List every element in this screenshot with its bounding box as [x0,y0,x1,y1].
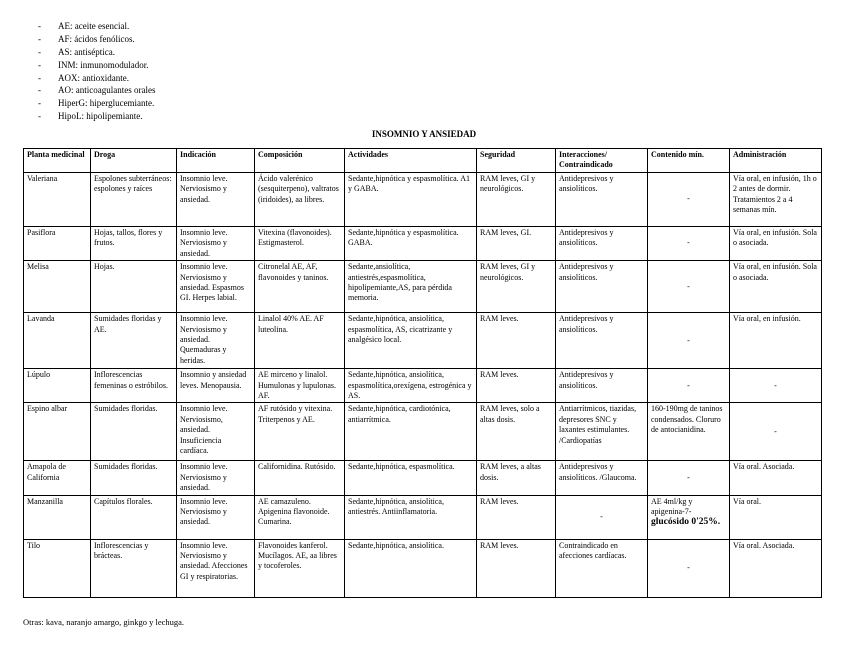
abbreviation-item [38,84,155,97]
abbreviation-item [38,46,155,59]
table-cell [91,539,177,597]
table-cell [255,261,345,313]
table-cell [91,173,177,227]
column-header: Actividades [345,149,477,173]
table-cell [177,261,255,313]
table-cell [345,403,477,461]
cell-text: 160-190mg de taninos condensados. Cloruro de antocianidina. [651,404,723,435]
table-cell [177,539,255,597]
table-cell [556,369,648,403]
cell-text: Espino albar [27,404,68,414]
table-row [24,261,822,313]
abbreviation-item [38,97,155,110]
cell-text: Vía oral. Asociada. [733,462,795,472]
cell-text: Vía oral, en infusión, 1h o 2 antes de dormir. Tratamientos 2 a 4 semanas mín. [733,174,817,215]
cell-text: Antidepresivos y ansiolíticos. [559,174,614,194]
cell-text: Insomnio leve. Nerviosismo y ansiedad. Espasmos GI. Herpes labial. [180,262,244,303]
cell-text: AF rutósido y vitexina. Triterpenos y AE. [258,404,333,424]
table-cell [177,313,255,369]
table-header-row [24,149,822,173]
table-cell [177,369,255,403]
bullet-dash: - [38,59,41,70]
column-header: Contenido mín. [648,149,730,173]
cell-text: Insomnio leve. Nerviosismo y ansiedad. Afecciones GI y respiratorias. [180,540,248,581]
cell-text: Sumidades floridas. [94,462,158,472]
column-header: Interacciones/ Contraindicado [556,149,648,173]
cell-text: - [687,238,690,248]
cell-text: RAM leves. [480,370,519,380]
table-cell [556,173,648,227]
table-cell [477,313,556,369]
table-cell [730,461,822,495]
cell-text: Antidepresivos y ansiolíticos. [559,370,614,390]
table-cell [648,369,730,403]
table-cell [24,495,91,539]
cell-text: Lúpulo [27,370,51,380]
cell-text: RAM leves, a altas dosis. [480,462,541,482]
bullet-dash: - [38,98,41,109]
bullet-dash: - [38,72,41,83]
cell-text: Antiarrítmicos, tiazidas, depresores SNC y laxantes estimulantes. /Cardiopatías [559,404,637,445]
table-cell [477,403,556,461]
cell-text: AE camazuleno. Apigenina flavonoide. Cumarina. [258,496,330,527]
cell-text: Linalol 40% AE. AF luteolina. [258,314,324,334]
cell-text: Antidepresivos y ansiolíticos. [559,262,614,282]
plants-table [23,148,822,598]
cell-text: - [600,511,603,521]
table-cell [556,539,648,597]
column-header: Seguridad [477,149,556,173]
table-row [24,495,822,539]
abbreviation-text: AOX: antioxidante. [58,72,129,83]
table-row [24,313,822,369]
cell-text: Vía oral. [733,496,761,506]
table-cell [91,261,177,313]
table-cell [255,495,345,539]
cell-text: RAM leves, solo a altas dosis. [480,404,540,424]
table-cell [477,539,556,597]
cell-text: Pasiflora [27,228,56,237]
cell-text: RAM leves. [480,496,519,506]
cell-text: Flavonoides kanferol. Mucílagos. AE, aa libres y tocoferoles. [258,540,337,571]
column-header: Indicación [177,149,255,173]
table-cell [648,173,730,227]
cell-text: Antidepresivos y ansiolíticos. [559,228,614,248]
cell-text: Inflorescencias femeninas o estróbilos. [94,370,168,390]
cell-text: Insomnio leve. Nerviosismo y ansiedad. [180,462,228,493]
table-cell [477,369,556,403]
cell-text: Insomnio leve. Nerviosismo y ansiedad. [180,174,228,204]
cell-text: Sedante,hipnótica y espasmolítica. A1 y GABA. [348,174,470,194]
table-row [24,461,822,495]
table-cell [91,369,177,403]
table-cell [648,495,730,539]
cell-text: Sedante,hipnótica, ansiolítica, espasmolítica,orexígena, estrogénica y AS. [348,370,472,401]
cell-text: - [687,472,690,482]
cell-text: Vía oral, en infusión. [733,314,801,324]
table-cell [556,261,648,313]
cell-text: RAM leves. [480,314,519,324]
table-cell [556,313,648,369]
abbreviation-text: AE: aceite esencial. [58,21,130,31]
cell-text: Contraindicado en afecciones cardíacas. [559,540,627,561]
table-cell [648,313,730,369]
abbreviation-item [38,59,155,72]
cell-text: RAM leves, GI. [480,228,532,237]
cell-text: Insomnio leve. Nerviosismo, ansiedad. Insuficiencia cardíaca. [180,404,228,456]
table-cell [648,261,730,313]
table-cell [477,173,556,227]
cell-text: - [687,194,690,204]
abbreviation-item [38,72,155,85]
cell-text: - [774,426,777,436]
table-cell [24,403,91,461]
table-cell [345,539,477,597]
table-cell [556,495,648,539]
table-cell [345,495,477,539]
column-header: Droga [91,149,177,173]
table-cell [255,461,345,495]
cell-text: AE mirceno y linalol. Humulonas y lupulonas. AF. [258,370,336,401]
table-cell [177,173,255,227]
table-row [24,403,822,461]
cell-text: Valeriana [27,174,58,183]
cell-text: - [687,335,690,345]
cell-text: AE 4ml/kg y apigenina-7- [651,496,693,517]
cell-text: - [687,380,690,390]
section-title: INSOMNIO Y ANSIEDAD [371,129,477,139]
table-cell [24,369,91,403]
table-cell [730,495,822,539]
table-cell [91,495,177,539]
cell-text: Sumidades floridas y AE. [94,314,162,334]
table-cell [477,461,556,495]
table-cell [730,313,822,369]
footer-note: Otras: kava, naranjo amargo, ginkgo y lechuga. [23,617,185,627]
cell-text: RAM leves, GI y neurológicos. [480,174,536,194]
table-cell [730,539,822,597]
table-cell [255,369,345,403]
cell-text: Hojas, tallos, flores y frutos. [94,228,163,248]
cell-text: Sedante,hipnótica, ansiolítica. [348,540,444,550]
cell-text: - [687,562,690,572]
abbreviation-list [38,20,155,123]
table-cell [24,261,91,313]
table-cell [477,261,556,313]
cell-text: Inflorescencias y brácteas. [94,540,149,561]
table-cell [556,227,648,261]
table-cell [345,461,477,495]
bullet-dash: - [38,111,41,122]
abbreviation-item [38,33,155,46]
cell-text: Vía oral. Asociada. [733,540,795,550]
cell-text-emphasis: glucósido 0'25%. [651,517,721,528]
cell-text: Lavanda [27,314,55,324]
cell-text: Insomnio leve. Nerviosismo y ansiedad. [180,496,228,527]
cell-text: Vía oral, en infusión. Sola o asociada. [733,228,817,248]
table-cell [24,461,91,495]
table-cell [255,539,345,597]
table-cell [556,403,648,461]
table-cell [255,227,345,261]
table-cell [24,313,91,369]
cell-text: Insomnio y ansiedad leves. Menopausia. [180,370,247,390]
cell-text: Melisa [27,262,49,272]
cell-text: Ácido valerénico (sesquiterpeno), valtratos (iridoides), aa libres. [258,174,339,204]
cell-text: - [774,380,777,390]
table-cell [648,461,730,495]
table-cell [730,403,822,461]
table-cell [24,227,91,261]
cell-text: Sedante,hipnótica, ansiolítica, antiestrés. Antiinflamatoria. [348,496,444,517]
abbreviation-text: AF: ácidos fenólicos. [58,33,135,44]
table-cell [177,403,255,461]
table-cell [730,227,822,261]
table-cell [477,495,556,539]
cell-text: Tilo [27,540,41,550]
table-cell [24,173,91,227]
abbreviation-text: INM: inmunomodulador. [58,59,149,70]
table-row [24,539,822,597]
abbreviation-text: HipoL: hipolipemiante. [58,111,143,122]
abbreviation-text: HiperG: hiperglucemiante. [58,98,155,109]
table-cell [91,227,177,261]
table-row [24,173,822,227]
cell-text: Insomnio leve. Nerviosismo y ansiedad. [180,228,228,258]
table-cell [730,173,822,227]
cell-text: Amapola de California [27,462,66,482]
table-cell [730,369,822,403]
cell-text: Hojas. [94,262,115,272]
cell-text: Capítulos florales. [94,496,153,506]
cell-text: Espolones subterráneos: espolones y raíces [94,174,172,194]
abbreviation-item [38,20,155,33]
table-cell [177,227,255,261]
cell-text: Sedante,hipnótica, ansiolítica, espasmolítica, AS, cicatrizante y analgésico local. [348,314,453,345]
table-cell [255,403,345,461]
bullet-dash: - [38,85,41,96]
cell-text: Insomnio leve. Nerviosismo y ansiedad. Quemaduras y heridas. [180,314,228,365]
cell-text: Sedante,ansiolítica, antiestrés,espasmolítica, hipolipemiante,AS, para pérdida memoria. [348,262,452,303]
cell-text: Sumidades floridas. [94,404,158,414]
table-cell [730,261,822,313]
cell-text: Sedante,hipnótica, cardiotónica, antiarrítmica. [348,404,451,424]
table-cell [91,313,177,369]
table-cell [345,261,477,313]
abbreviation-item [38,110,155,123]
table-cell [477,227,556,261]
table-cell [255,313,345,369]
table-row [24,227,822,261]
cell-text: Sedante,hipnótica y espasmolítica. GABA. [348,228,459,248]
cell-text: Antidepresivos y ansiolíticos. [559,314,614,334]
table-cell [648,539,730,597]
table-cell [24,539,91,597]
cell-text: RAM leves, GI y neurológicos. [480,262,536,282]
cell-text: Manzanilla [27,496,63,506]
table-row [24,369,822,403]
column-header: Administración [730,149,822,173]
cell-text: Sedante,hipnótica, espasmolítica. [348,462,455,472]
column-header: Composición [255,149,345,173]
table-cell [556,461,648,495]
cell-text: - [687,281,690,291]
cell-text: Californidina. Rutósido. [258,462,336,472]
table-cell [177,461,255,495]
cell-text: Vitexina (flavonoides). Estigmasterol. [258,228,332,248]
table-cell [648,227,730,261]
table-cell [648,403,730,461]
table-cell [91,403,177,461]
cell-text: RAM leves. [480,540,519,550]
cell-text: Antidepresivos y ansiolíticos. /Glaucoma. [559,462,637,482]
column-header: Planta medicinal [24,149,91,173]
table-cell [345,173,477,227]
table-cell [255,173,345,227]
table-cell [177,495,255,539]
bullet-dash: - [38,46,41,57]
cell-text: Citronelal AE, AF, flavonoides y taninos. [258,262,329,282]
abbreviation-text: AO: anticoagulantes orales [58,85,156,96]
bullet-dash: - [38,21,41,31]
abbreviation-text: AS: antiséptica. [58,46,115,57]
bullet-dash: - [38,33,41,44]
table-cell [345,313,477,369]
table-cell [345,227,477,261]
cell-text: Vía oral, en infusión. Sola o asociada. [733,262,817,282]
table-cell [91,461,177,495]
table-cell [345,369,477,403]
